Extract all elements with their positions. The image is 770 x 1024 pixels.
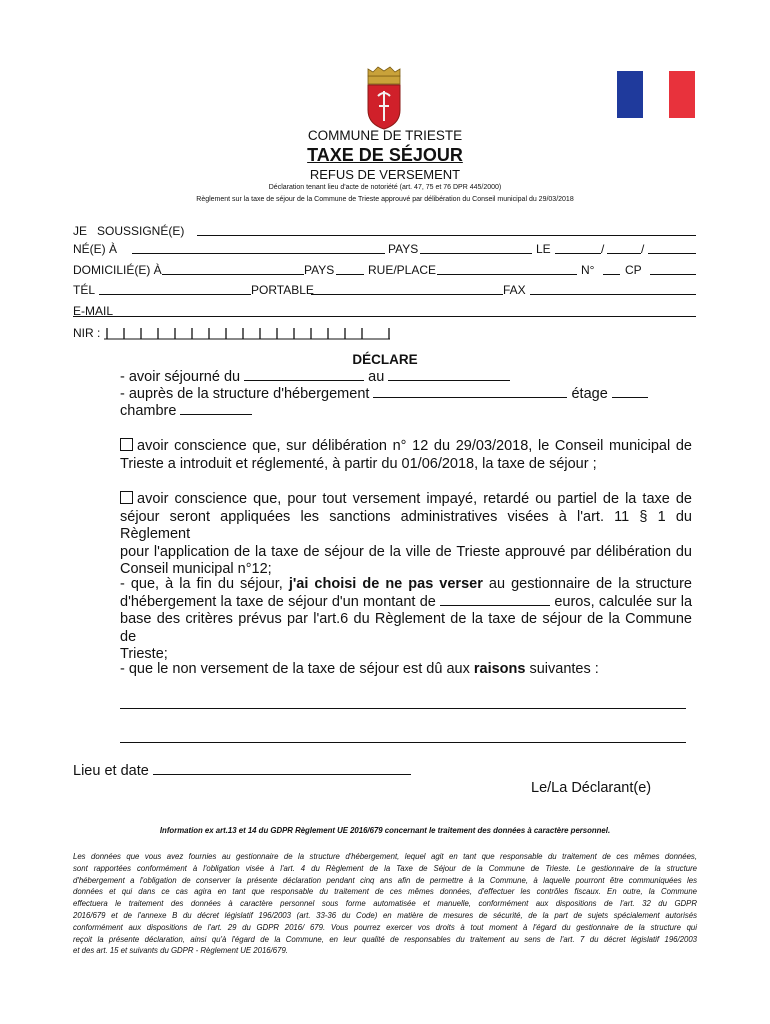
structure-line [120, 386, 648, 403]
checkbox-paragraph-1 [120, 438, 692, 473]
gdpr-text [73, 851, 697, 957]
domicile-city-field[interactable] [162, 274, 304, 275]
email-label: E-MAIL [73, 304, 114, 318]
choice-line-2b: euros, calculée sur la [554, 593, 693, 610]
check2-line-4: Conseil municipal n°12; [120, 561, 272, 577]
choice-line-3: base des critères prévus par l'art.6 du Règlement de la taxe de séjour de la Commune de [120, 611, 692, 645]
choice-line-2a: d'hébergement la taxe de séjour d'un montant de [120, 593, 436, 610]
reasons-bold: raisons [473, 661, 526, 677]
chambre-field[interactable] [180, 414, 252, 415]
reasons-field-1[interactable] [120, 708, 686, 709]
nir-boxes-field[interactable] [104, 326, 394, 340]
portable-label: PORTABLE [251, 283, 314, 297]
date-slash-1: / [601, 242, 605, 256]
stay-from-field[interactable] [244, 380, 364, 381]
choice-line-4: Trieste; [120, 646, 168, 662]
check1-line-2: Trieste a introduit et réglementé, à partir du 01/06/2018, la taxe de séjour ; [120, 455, 597, 472]
legal-line-2: Règlement sur la taxe de séjour de la Commune de Trieste approuvé par délibération du Conseil municipal du 29/03/2018 [196, 196, 574, 203]
birthplace-field[interactable] [132, 253, 385, 254]
rue-label: RUE/PLACE [368, 263, 437, 277]
stay-prefix: - avoir séjourné du [120, 369, 241, 385]
check1-line-1: avoir conscience que, sur délibération n° 12 du 29/03/2018, le Conseil municipal de [137, 438, 692, 454]
reasons-field-2[interactable] [120, 742, 686, 743]
au-label: au [368, 369, 385, 385]
stay-to-field[interactable] [388, 380, 510, 381]
etage-field[interactable] [612, 397, 648, 398]
trieste-coat-of-arms-icon [362, 66, 406, 130]
street-number-field[interactable] [603, 274, 620, 275]
le-label: LE [536, 242, 551, 256]
legal-line-1: Déclaration tenant lieu d'acte de notoriété (art. 47, 75 et 76 DPR 445/2000) [268, 184, 502, 191]
stay-dates-line [120, 369, 510, 386]
soussigne-field[interactable] [197, 235, 696, 236]
check2-line-2: séjour seront appliquées les sanctions administratives visées à l'art. 11 § 1 du Règlement [120, 508, 692, 542]
reasons-suffix: suivantes : [529, 661, 599, 677]
structure-field[interactable] [373, 397, 567, 398]
declarant-label: Le/La Déclarant(e) [531, 780, 652, 796]
domicile-country-field[interactable] [336, 274, 364, 275]
gdpr-line: 2016/679 et de l'annexe B du décret législatif 196/2003 (art. 33-36 du Code) en matière de mesures de sécurité, de la part de sujets spécialement autorisés [73, 910, 697, 920]
street-field[interactable] [437, 274, 577, 275]
soussigne-label: SOUSSIGNÉ(E) [97, 224, 185, 238]
pays-label-2: PAYS [304, 263, 335, 277]
structure-prefix: - auprès de la structure d'hébergement [120, 386, 370, 402]
birth-month-field[interactable] [607, 253, 641, 254]
mobile-field[interactable] [311, 294, 503, 295]
birth-country-field[interactable] [420, 253, 532, 254]
birth-day-field[interactable] [555, 253, 601, 254]
gdpr-title: Information ex art.13 et 14 du GDPR Règlement UE 2016/679 concernant le traitement des données à caractère personnel. [159, 826, 611, 835]
gdpr-line: Les données que vous avez fournies au gestionnaire de la structure d'hébergement, lequel agit en tant que responsable du traitement de ces mêmes données, [73, 852, 697, 861]
choice-paragraph [120, 576, 692, 664]
gdpr-line: conformément aux dispositions de l'art. 29 du GDPR 2016/ 679. Vous pourrez exercer vos droits à tout moment à l'égard du gestionnaire de la structure qui [73, 922, 697, 932]
checkbox-icon[interactable] [120, 438, 133, 451]
postal-code-field[interactable] [650, 274, 696, 275]
gdpr-line: reçoit la présente déclaration, ainsi qu'à l'égard de la Commune, en leur qualité de responsables du traitement au sens de l'art. 7 du décret législatif 196/2003 [73, 934, 697, 944]
chambre-label: chambre [120, 403, 177, 419]
check2-line-3: pour l'application de la taxe de séjour de la ville de Trieste approuvé par délibération du [120, 543, 692, 560]
gdpr-line: sont rapportées conformément à l'obligation visée à l'art. 4 du Règlement de la Taxe de Séjour de la Commune de Trieste. Le gestionnaire de la structure [73, 863, 697, 873]
je-label: JE [73, 224, 88, 238]
ne-label: NÉ(E) À [73, 242, 118, 256]
choice-suffix: au gestionnaire de la structure [488, 576, 692, 592]
choice-bold: j'ai choisi de ne pas verser [288, 576, 483, 592]
gdpr-line: d'hébergement a l'obligation de conserver la présente déclaration pendant cinq ans afin de permettre à la Commune, à laquelle pourront être communiquées les [73, 875, 697, 885]
choice-prefix: - que, à la fin du séjour, [120, 576, 283, 592]
checkbox-icon[interactable] [120, 491, 133, 504]
cp-label: CP [625, 263, 642, 277]
municipality-name: COMMUNE DE TRIESTE [307, 128, 463, 143]
fax-field[interactable] [530, 294, 696, 295]
etage-label: étage [571, 386, 608, 402]
page-subtitle: REFUS DE VERSEMENT [309, 167, 461, 182]
page-title: TAXE DE SÉJOUR [307, 145, 463, 165]
date-slash-2: / [641, 242, 645, 256]
place-date-field[interactable] [153, 774, 411, 775]
fax-label: FAX [503, 283, 526, 297]
gdpr-line: effectuera le traitement des données à caractère personnel sous forme automatisée et manuelle, conformément aux dispositions de l'art. 32 du GDPR [73, 899, 697, 909]
numero-label: N° [581, 263, 595, 277]
declare-heading: DÉCLARE [352, 352, 418, 367]
birth-year-field[interactable] [648, 253, 696, 254]
phone-field[interactable] [99, 294, 251, 295]
reasons-line [120, 661, 599, 678]
amount-field[interactable] [440, 605, 550, 606]
room-line [120, 403, 252, 420]
email-field[interactable] [73, 316, 696, 317]
gdpr-line: données et qui dans ce cas agira en tant que responsable du traitement de ces mêmes données, d'effectuer les contrôles fiscaux. En outre, la Commune [73, 887, 697, 897]
place-date-label: Lieu et date [73, 763, 149, 779]
nir-label: NIR : [73, 326, 101, 340]
gdpr-line: et des art. 15 et suivants du GDPR - Règlement UE 2016/679. [73, 946, 288, 956]
place-date-line [73, 763, 411, 780]
check2-line-1: avoir conscience que, pour tout versement impayé, retardé ou partiel de la taxe de [137, 491, 692, 507]
reasons-prefix: - que le non versement de la taxe de séjour est dû aux [120, 661, 470, 677]
pays-label: PAYS [388, 242, 419, 256]
tel-label: TÉL [73, 283, 96, 297]
domicile-label: DOMICILIÉ(E) À [73, 263, 162, 277]
checkbox-paragraph-2 [120, 491, 692, 579]
